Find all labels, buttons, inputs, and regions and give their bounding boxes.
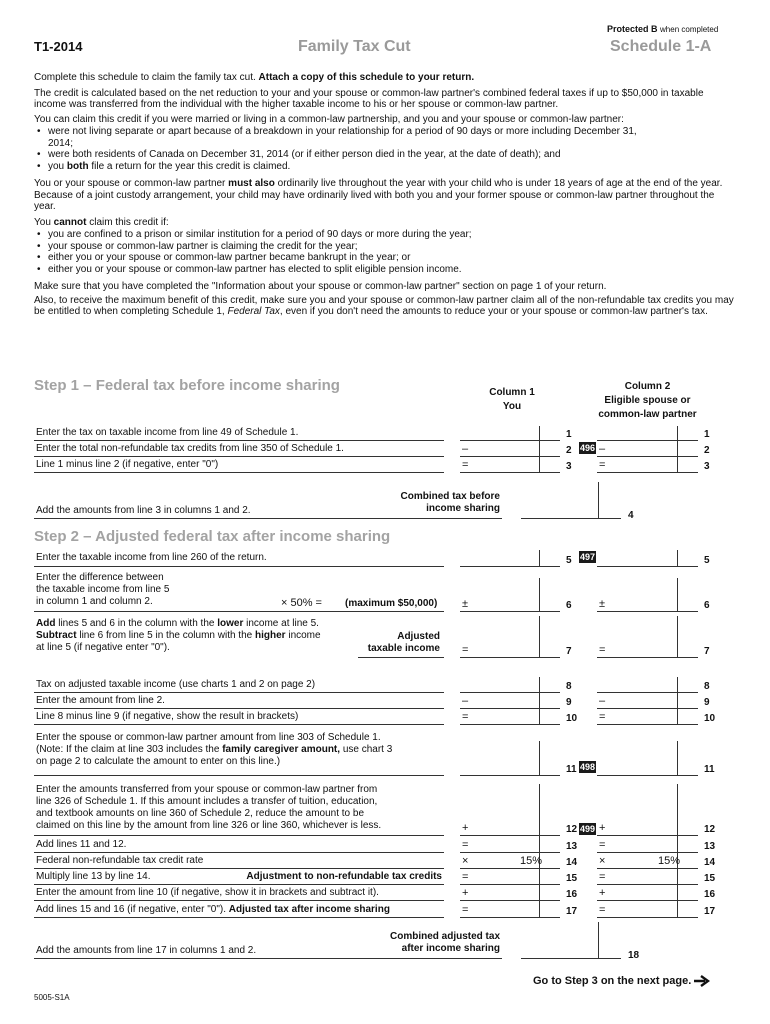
line3-label: Line 1 minus line 2 (if negative, enter "0") [36, 459, 219, 470]
operator-equals: = [462, 871, 469, 883]
operator-equals: = [599, 644, 606, 656]
line-number: 6 [566, 600, 572, 611]
line2-label: Enter the total non-refundable tax credits from line 350 of Schedule 1. [36, 443, 344, 454]
intro-p7: Also, to receive the maximum benefit of this credit, make sure you and your spouse or common-law partner claim all of the non-refundable tax credits you may be entitled to when completing Schedule 1, Federal Tax, even if you don't need the amounts to reduce your or your spouse or common-law partner's tax. [34, 294, 734, 317]
col2-amount-input-line17[interactable] [597, 901, 698, 917]
line17-label: Add lines 15 and 16 (if negative, enter "0"). Adjusted tax after income sharing [36, 904, 390, 915]
code-498: 498 [580, 762, 596, 772]
line7-label: Add lines 5 and 6 in the column with the lower income at line 5. Subtract line 6 from line 5 in the column with the higher income at line 5 (if negative enter "0"). [36, 618, 321, 653]
operator-equals: = [462, 459, 469, 471]
line-number: 6 [704, 600, 710, 611]
intro-p6: Make sure that you have completed the "Information about your spouse or common-law partner" section on page 1 of your return. [34, 281, 607, 292]
line16-label: Enter the amount from line 10 (if negative, show it in brackets and subtract it). [36, 887, 379, 898]
operator-minus: – [462, 443, 469, 455]
operator-plusminus: ± [599, 598, 606, 610]
line-number: 16 [566, 889, 578, 900]
col1-amount-input-line1[interactable] [460, 426, 560, 440]
line-number: 14 [566, 857, 578, 868]
operator-minus: – [462, 695, 469, 707]
col2-amount-input-line8[interactable] [597, 677, 698, 692]
col1-amount-input-line17[interactable] [460, 901, 560, 917]
column2-header: Column 2 Eligible spouse or common-law partner [598, 381, 697, 420]
operator-equals: = [599, 871, 606, 883]
form-title: Family Tax Cut [298, 38, 411, 55]
combined-amount-input-line4[interactable] [521, 482, 621, 518]
operator-plusminus: ± [462, 598, 469, 610]
line-number: 8 [704, 681, 710, 692]
operator-equals: = [599, 839, 606, 851]
col1-amount-input-line13[interactable] [460, 836, 560, 852]
col1-field-underline [460, 566, 560, 567]
col2-amount-input-line16[interactable] [597, 884, 698, 900]
intro-p5: You cannot claim this credit if: [34, 216, 169, 228]
col1-field-underline [460, 472, 560, 473]
col2-field-underline [597, 724, 698, 725]
line-number: 5 [704, 555, 710, 566]
col2-amount-input-line10[interactable] [597, 708, 698, 724]
conditions-list [34, 126, 734, 172]
combined-field-underline [521, 958, 621, 959]
line12-label: Enter the amounts transferred from your spouse or common-law partner from line 326 of Schedule 1. If this amount includes a transfer of tuition, education, and textbook amounts on line 360 of Schedule 2, reduce the amount to be claimed on this line by the amount from line 326 or line 360, whichever is less. [36, 784, 382, 831]
schedule-title: Schedule 1-A [610, 38, 712, 55]
line-number: 14 [704, 857, 716, 868]
col1-amount-input-line9[interactable] [460, 692, 560, 708]
col2-amount-input-line13[interactable] [597, 836, 698, 852]
col1-field-underline [460, 917, 560, 918]
combined-amount-input-line18[interactable] [521, 922, 621, 958]
line-number: 7 [566, 646, 572, 657]
line-number: 8 [566, 681, 572, 692]
operator-equals: = [462, 644, 469, 656]
col2-amount-input-line9[interactable] [597, 692, 698, 708]
line-number: 13 [566, 841, 578, 852]
line10-label: Line 8 minus line 9 (if negative, show the result in brackets) [36, 711, 299, 722]
list-item: • you are confined to a prison or similar institution for a period of 90 days or more during the year; [48, 229, 734, 241]
line14-rate-col1: 15% [520, 855, 543, 867]
line-number: 3 [704, 461, 710, 472]
operator-times: × [599, 855, 606, 867]
line6-multiplier: × 50% = [281, 597, 322, 609]
step1-title: Step 1 – Federal tax before income sharing [34, 377, 340, 394]
col1-amount-input-line8[interactable] [460, 677, 560, 692]
code-497: 497 [580, 552, 596, 562]
line-number: 10 [566, 713, 578, 724]
line-number: 12 [704, 824, 716, 835]
col1-amount-input-line15[interactable] [460, 868, 560, 884]
instructions [34, 72, 734, 322]
step2-title: Step 2 – Adjusted federal tax after income sharing [34, 528, 391, 545]
exclusions-list [34, 229, 734, 275]
form-id: 5005-S1A [34, 993, 70, 1002]
line6-maximum: (maximum $50,000) [345, 598, 438, 609]
line-number: 11 [566, 764, 577, 775]
col2-field-underline [597, 775, 698, 776]
line-number: 7 [704, 646, 710, 657]
col2-amount-input-line5[interactable] [597, 550, 698, 566]
col2-amount-input-line12[interactable] [597, 784, 698, 835]
operator-equals: = [462, 904, 469, 916]
line-number: 1 [566, 429, 572, 440]
col1-amount-input-line12[interactable] [460, 784, 560, 835]
line7-box-label: Adjusted taxable income [367, 631, 440, 654]
col1-amount-input-line3[interactable] [460, 456, 560, 472]
intro-p1: Complete this schedule to claim the family tax cut. Attach a copy of this schedule to your return. [34, 72, 475, 83]
line5-label: Enter the taxable income from line 260 of the return. [36, 552, 267, 563]
col1-amount-input-line5[interactable] [460, 550, 560, 566]
col1-amount-input-line16[interactable] [460, 884, 560, 900]
column1-header: Column 1 You [489, 387, 535, 412]
line-number: 10 [704, 713, 716, 724]
operator-plus: + [462, 887, 469, 899]
line11-label: Enter the spouse or common-law partner amount from line 303 of Schedule 1. (Note: If the claim at line 303 includes the family caregiver amount, use chart 3 on page 2 to calculate the amount to enter on this line.) [36, 732, 393, 767]
combined-field-underline [521, 518, 621, 519]
line-number: 17 [566, 906, 578, 917]
line18-box-label: Combined adjusted tax after income sharing [389, 931, 500, 954]
list-item: • were both residents of Canada on December 31, 2014 (or if either person died in the year, at the date of death); and [48, 149, 734, 161]
operator-times: × [462, 855, 469, 867]
line-number: 17 [704, 906, 716, 917]
col1-amount-input-line14[interactable] [460, 852, 560, 868]
col2-field-underline [597, 472, 698, 473]
col2-amount-input-line1[interactable] [597, 426, 698, 440]
col2-amount-input-line7[interactable] [597, 616, 698, 657]
list-item: • either you or your spouse or common-law partner has elected to split eligible pension income. [48, 264, 734, 276]
line8-label: Tax on adjusted taxable income (use charts 1 and 2 on page 2) [36, 679, 316, 690]
col1-field-underline [460, 657, 560, 658]
col1-amount-input-line10[interactable] [460, 708, 560, 724]
form-code: T1-2014 [34, 39, 83, 54]
line-number: 18 [628, 950, 640, 961]
line-number: 9 [704, 697, 710, 708]
line-number: 4 [628, 510, 634, 521]
operator-equals: = [462, 711, 469, 723]
col1-amount-input-line11[interactable] [460, 741, 560, 775]
operator-plus: + [599, 822, 606, 834]
code-499: 499 [580, 824, 596, 834]
operator-equals: = [599, 904, 606, 916]
list-item: • you both file a return for the year this credit is claimed. [48, 161, 734, 173]
line6-label: Enter the difference between the taxable income from line 5 in column 1 and column 2. [36, 572, 170, 607]
line-number: 13 [704, 841, 716, 852]
col2-amount-input-line3[interactable] [597, 456, 698, 472]
intro-p2: The credit is calculated based on the net reduction to your and your spouse or common-law partner's combined federal taxes if up to $50,000 in taxable income was transferred from the individual with the higher taxable income to his or her spouse or common-law partner. [34, 87, 704, 110]
col2-field-underline [597, 917, 698, 918]
line-number: 3 [566, 461, 572, 472]
line-number: 9 [566, 697, 572, 708]
col2-amount-input-line6[interactable] [597, 578, 698, 611]
operator-plus: + [462, 822, 469, 834]
col2-amount-input-line14[interactable] [597, 852, 698, 868]
line-number: 16 [704, 889, 716, 900]
intro-p3: You can claim this credit if you were married or living in a common-law partnership, and you and your spouse or common-law partner: [34, 113, 624, 125]
line14-label: Federal non-refundable tax credit rate [36, 855, 204, 866]
list-item: • either you or your spouse or common-law partner became bankrupt in the year; or [48, 252, 734, 264]
operator-minus: – [599, 695, 606, 707]
operator-equals: = [462, 839, 469, 851]
line4-label: Add the amounts from line 3 in columns 1 and 2. [36, 505, 251, 516]
list-item: • were not living separate or apart because of a breakdown in your relationship for a period of 90 days or more including December 31, 2014; [48, 126, 638, 149]
line13-label: Add lines 11 and 12. [36, 839, 127, 850]
list-item: • your spouse or common-law partner is claiming the credit for the year; [48, 241, 734, 253]
col1-amount-input-line6[interactable] [460, 578, 560, 611]
line-number: 15 [704, 873, 716, 884]
operator-equals: = [599, 711, 606, 723]
line-number: 1 [704, 429, 710, 440]
col1-field-underline [460, 724, 560, 725]
line4-box-label: Combined tax before income sharing [400, 491, 500, 514]
protected-note: Protected B when completed [607, 24, 719, 34]
line-number: 12 [566, 824, 578, 835]
line1-label: Enter the tax on taxable income from line 49 of Schedule 1. [36, 427, 299, 438]
arrow-right-icon [694, 975, 710, 987]
col2-amount-input-line15[interactable] [597, 868, 698, 884]
line-number: 15 [566, 873, 578, 884]
line14-rate-col2: 15% [658, 855, 681, 867]
col1-field-underline [460, 611, 560, 612]
line9-label: Enter the amount from line 2. [36, 695, 165, 706]
next-page-note: Go to Step 3 on the next page. [533, 975, 710, 987]
col2-field-underline [597, 657, 698, 658]
col1-field-underline [460, 775, 560, 776]
line18-label: Add the amounts from line 17 in columns 1 and 2. [36, 945, 257, 956]
col1-amount-input-line7[interactable] [460, 616, 560, 657]
line-number: 11 [704, 764, 715, 775]
code-496: 496 [580, 443, 596, 453]
line-number: 2 [566, 445, 572, 456]
col2-amount-input-line11[interactable] [597, 741, 698, 775]
intro-p4: You or your spouse or common-law partner must also ordinarily live throughout the year with your child who is under 18 years of age at the end of the year. Because of a joint custody arrangement, your child may have ordinarily lived with both you and your former spouse or common-law partner throughout the year. [34, 178, 723, 212]
line-number: 2 [704, 445, 710, 456]
col2-amount-input-line2[interactable] [597, 440, 698, 456]
operator-plus: + [599, 887, 606, 899]
col2-field-underline [597, 566, 698, 567]
line-number: 5 [566, 555, 572, 566]
col1-amount-input-line2[interactable] [460, 440, 560, 456]
col2-field-underline [597, 611, 698, 612]
operator-equals: = [599, 459, 606, 471]
operator-minus: – [599, 443, 606, 455]
line15-label: Multiply line 13 by line 14. Adjustment to non-refundable tax credits [36, 871, 442, 882]
